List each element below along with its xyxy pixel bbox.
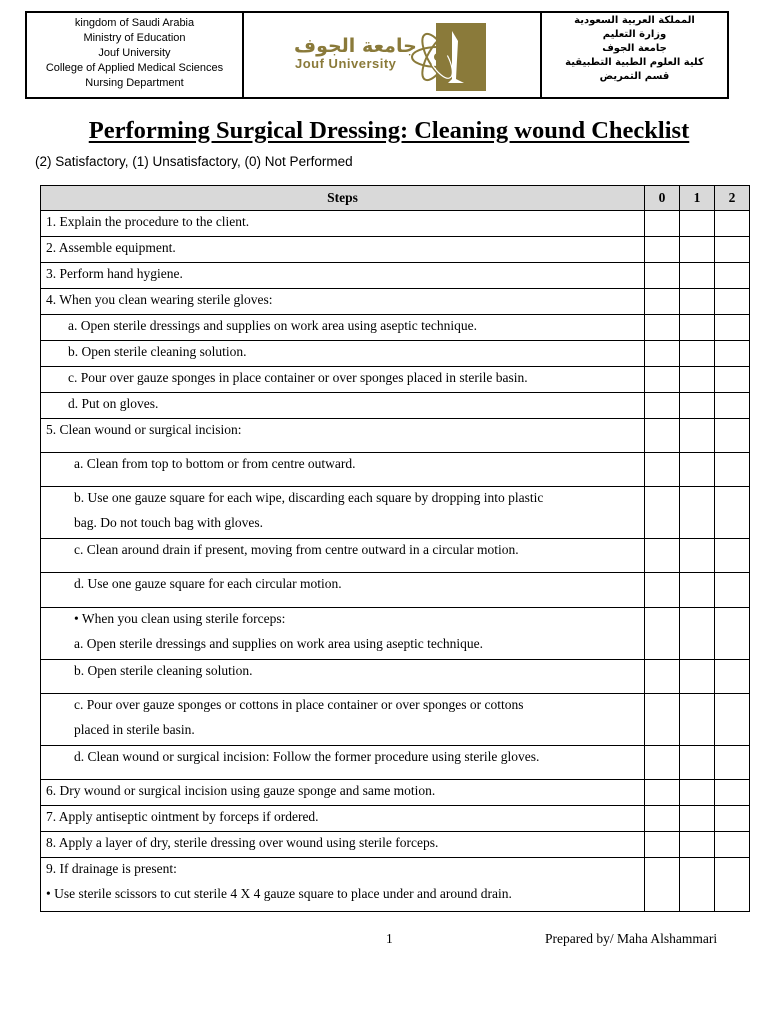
- step-text: c. Pour over gauze sponges or cottons in place container or over sponges or cottons: [74, 697, 524, 712]
- score-cell-2[interactable]: [715, 367, 750, 393]
- score-cell-0[interactable]: [645, 315, 680, 341]
- score-cell-0[interactable]: [645, 858, 680, 912]
- step-cell: [41, 694, 645, 746]
- score-cell-2[interactable]: [715, 660, 750, 694]
- table-row: [41, 858, 750, 912]
- table-row: [41, 419, 750, 453]
- score-cell-0[interactable]: [645, 660, 680, 694]
- step-text: b. Use one gauze square for each wipe, discarding each square by dropping into plastic: [74, 490, 544, 505]
- table-row: [41, 487, 750, 539]
- table-row: [41, 780, 750, 806]
- table-row: [41, 237, 750, 263]
- letterhead-line: كلية العلوم الطبية التطبيقية: [565, 57, 704, 68]
- score-cell-2[interactable]: [715, 289, 750, 315]
- score-cell-1[interactable]: [680, 453, 715, 487]
- letterhead-line: جامعة الجوف: [602, 43, 667, 54]
- score-cell-2[interactable]: [715, 263, 750, 289]
- score-cell-0[interactable]: [645, 211, 680, 237]
- score-cell-0[interactable]: [645, 832, 680, 858]
- step-cell: [41, 832, 645, 858]
- score-cell-2[interactable]: [715, 832, 750, 858]
- score-cell-1[interactable]: [680, 237, 715, 263]
- letterhead-line: College of Applied Medical Sciences: [45, 62, 224, 74]
- table-row: [41, 367, 750, 393]
- table-row: [41, 315, 750, 341]
- score-cell-2[interactable]: [715, 780, 750, 806]
- score-cell-1[interactable]: [680, 780, 715, 806]
- header-score-0: 0: [645, 186, 680, 211]
- step-cell: [41, 453, 645, 487]
- score-cell-0[interactable]: [645, 453, 680, 487]
- score-cell-1[interactable]: [680, 341, 715, 367]
- score-cell-0[interactable]: [645, 806, 680, 832]
- score-cell-0[interactable]: [645, 780, 680, 806]
- step-text: 3. Perform hand hygiene.: [46, 266, 183, 281]
- score-cell-1[interactable]: [680, 858, 715, 912]
- score-cell-1[interactable]: [680, 660, 715, 694]
- page-number: 1: [386, 931, 393, 946]
- score-cell-0[interactable]: [645, 263, 680, 289]
- score-cell-0[interactable]: [645, 289, 680, 315]
- score-cell-1[interactable]: [680, 487, 715, 539]
- score-cell-0[interactable]: [645, 419, 680, 453]
- score-cell-1[interactable]: [680, 539, 715, 573]
- score-cell-2[interactable]: [715, 487, 750, 539]
- letterhead-line: Nursing Department: [85, 77, 184, 89]
- score-cell-1[interactable]: [680, 573, 715, 608]
- step-text: 1. Explain the procedure to the client.: [46, 214, 250, 229]
- step-cell: [41, 289, 645, 315]
- table-header-row: [41, 186, 750, 211]
- step-text: 7. Apply antiseptic ointment by forceps if ordered.: [46, 809, 319, 824]
- letterhead-english: [27, 13, 244, 97]
- step-text-continued: a. Open sterile dressings and supplies on work area using aseptic technique.: [74, 636, 484, 651]
- document-title: Performing Surgical Dressing: Cleaning wound Checklist: [88, 117, 690, 144]
- table-row: [41, 539, 750, 573]
- step-text: b. Open sterile cleaning solution.: [68, 344, 247, 359]
- step-text: • When you clean using sterile forceps:: [74, 611, 286, 626]
- step-cell: [41, 315, 645, 341]
- table-row: [41, 393, 750, 419]
- step-text: a. Clean from top to bottom or from centre outward.: [74, 456, 356, 471]
- letterhead-line: وزارة التعليم: [602, 29, 667, 40]
- header-steps: Steps: [41, 186, 645, 211]
- step-text: 9. If drainage is present:: [46, 861, 177, 876]
- score-cell-2[interactable]: [715, 237, 750, 263]
- score-cell-2[interactable]: [715, 806, 750, 832]
- score-cell-2[interactable]: [715, 211, 750, 237]
- table-row: [41, 746, 750, 780]
- score-cell-2[interactable]: [715, 341, 750, 367]
- step-text: c. Clean around drain if present, moving from centre outward in a circular motion.: [74, 542, 519, 557]
- step-cell: [41, 539, 645, 573]
- score-cell-2[interactable]: [715, 315, 750, 341]
- step-cell: [41, 393, 645, 419]
- logo-arabic-text: جامعة الجوف: [294, 35, 417, 57]
- step-text: 8. Apply a layer of dry, sterile dressing over wound using sterile forceps.: [46, 835, 439, 850]
- score-cell-1[interactable]: [680, 393, 715, 419]
- score-cell-0[interactable]: [645, 237, 680, 263]
- letterhead-arabic: [542, 13, 727, 97]
- step-cell: [41, 573, 645, 608]
- score-cell-0[interactable]: [645, 608, 680, 660]
- table-row: [41, 341, 750, 367]
- score-cell-2[interactable]: [715, 393, 750, 419]
- score-cell-1[interactable]: [680, 315, 715, 341]
- step-text: d. Use one gauze square for each circular motion.: [74, 576, 342, 591]
- step-cell: [41, 211, 645, 237]
- table-row: [41, 263, 750, 289]
- score-cell-1[interactable]: [680, 263, 715, 289]
- step-cell: [41, 806, 645, 832]
- score-cell-2[interactable]: [715, 858, 750, 912]
- step-text-continued: placed in sterile basin.: [74, 722, 195, 737]
- score-cell-1[interactable]: [680, 289, 715, 315]
- score-cell-0[interactable]: [645, 573, 680, 608]
- score-cell-1[interactable]: [680, 746, 715, 780]
- step-text: d. Clean wound or surgical incision: Follow the former procedure using sterile gloves.: [74, 749, 540, 764]
- step-cell: [41, 341, 645, 367]
- step-cell: [41, 660, 645, 694]
- step-cell: [41, 263, 645, 289]
- score-cell-0[interactable]: [645, 341, 680, 367]
- step-cell: [41, 487, 645, 539]
- step-cell: [41, 237, 645, 263]
- table-row: [41, 289, 750, 315]
- score-cell-2[interactable]: [715, 419, 750, 453]
- score-cell-0[interactable]: [645, 539, 680, 573]
- score-cell-0[interactable]: [645, 746, 680, 780]
- score-cell-1[interactable]: [680, 806, 715, 832]
- rating-legend: (2) Satisfactory, (1) Unsatisfactory, (0) Not Performed: [35, 154, 353, 169]
- step-text: 6. Dry wound or surgical incision using gauze sponge and same motion.: [46, 783, 436, 798]
- step-cell: [41, 746, 645, 780]
- university-logo: [244, 13, 542, 97]
- letterhead-line: المملكة العربية السعودية: [574, 15, 695, 26]
- score-cell-2[interactable]: [715, 694, 750, 746]
- step-text: d. Put on gloves.: [68, 396, 159, 411]
- score-cell-2[interactable]: [715, 746, 750, 780]
- step-text-continued: • Use sterile scissors to cut sterile 4 X 4 gauze square to place under and around drain.: [46, 886, 512, 901]
- table-row: [41, 608, 750, 660]
- score-cell-2[interactable]: [715, 573, 750, 608]
- score-cell-0[interactable]: [645, 393, 680, 419]
- score-cell-0[interactable]: [645, 487, 680, 539]
- letterhead-line: Ministry of Education: [83, 32, 186, 44]
- score-cell-0[interactable]: [645, 694, 680, 746]
- prepared-by: Prepared by/ Maha Alshammari: [545, 931, 718, 946]
- table-row: [41, 211, 750, 237]
- table-row: [41, 806, 750, 832]
- atom-emblem-icon: [408, 19, 488, 93]
- score-cell-2[interactable]: [715, 608, 750, 660]
- score-cell-1[interactable]: [680, 608, 715, 660]
- step-cell: [41, 780, 645, 806]
- step-cell: [41, 367, 645, 393]
- score-cell-1[interactable]: [680, 367, 715, 393]
- step-text-continued: bag. Do not touch bag with gloves.: [74, 515, 263, 530]
- table-row: [41, 573, 750, 608]
- step-cell: [41, 858, 645, 912]
- score-cell-2[interactable]: [715, 453, 750, 487]
- letterhead-line: Jouf University: [98, 47, 171, 59]
- header-score-2: 2: [715, 186, 750, 211]
- step-text: 2. Assemble equipment.: [46, 240, 176, 255]
- score-cell-1[interactable]: [680, 211, 715, 237]
- header-score-1: 1: [680, 186, 715, 211]
- step-cell: [41, 608, 645, 660]
- table-row: [41, 660, 750, 694]
- logo-english-text: Jouf University: [295, 56, 397, 71]
- step-text: 4. When you clean wearing sterile gloves:: [46, 292, 273, 307]
- table-row: [41, 694, 750, 746]
- letterhead-line: kingdom of Saudi Arabia: [74, 17, 195, 29]
- letterhead-line: قسم التمريض: [599, 71, 670, 82]
- step-text: a. Open sterile dressings and supplies on work area using aseptic technique.: [68, 318, 478, 333]
- step-text: b. Open sterile cleaning solution.: [74, 663, 253, 678]
- score-cell-1[interactable]: [680, 419, 715, 453]
- step-cell: [41, 419, 645, 453]
- table-row: [41, 832, 750, 858]
- score-cell-1[interactable]: [680, 832, 715, 858]
- step-text: c. Pour over gauze sponges in place container or over sponges placed in sterile basin.: [68, 370, 528, 385]
- letterhead: [25, 11, 729, 99]
- checklist-table: [40, 185, 750, 912]
- step-text: 5. Clean wound or surgical incision:: [46, 422, 242, 437]
- score-cell-1[interactable]: [680, 694, 715, 746]
- table-row: [41, 453, 750, 487]
- score-cell-0[interactable]: [645, 367, 680, 393]
- score-cell-2[interactable]: [715, 539, 750, 573]
